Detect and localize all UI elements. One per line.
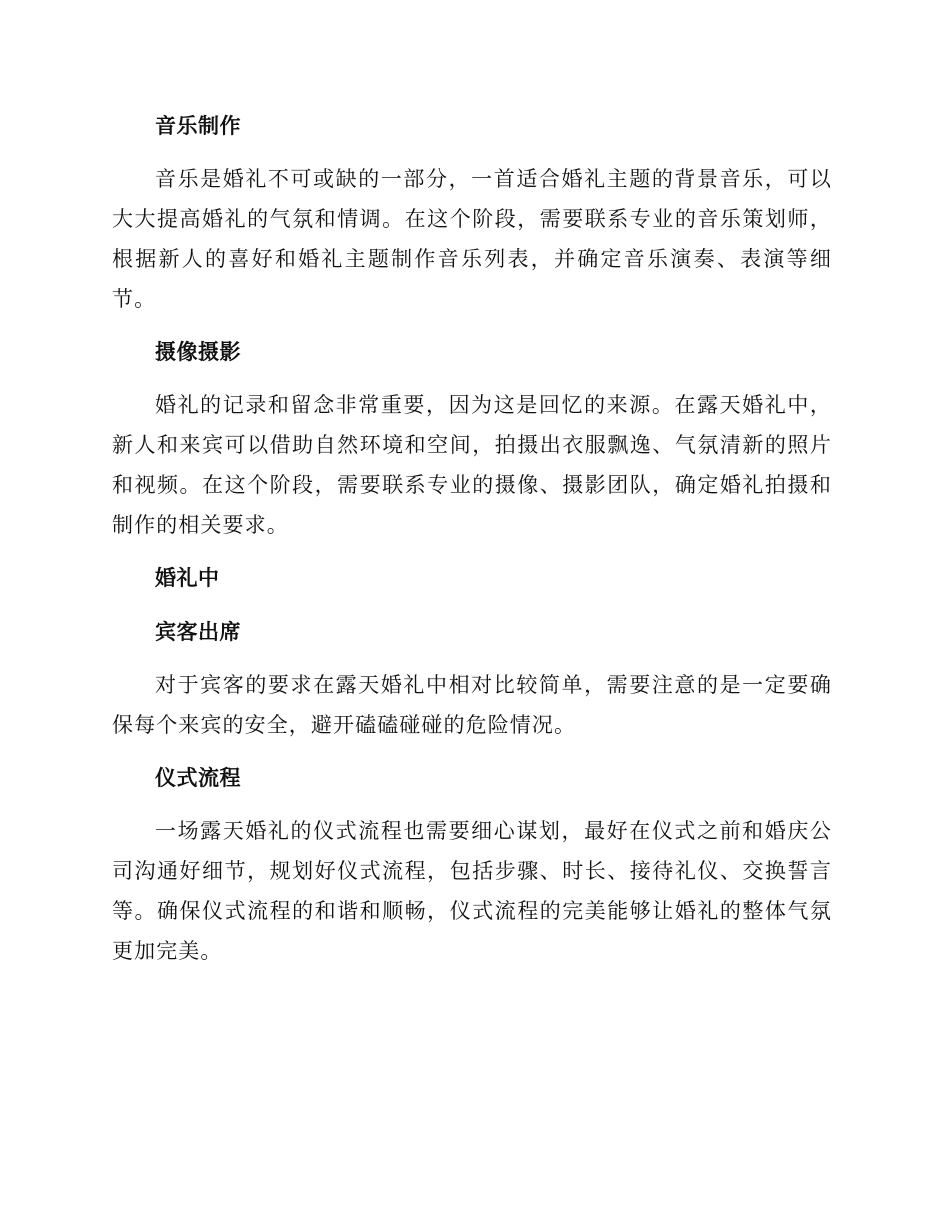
section-paragraph-guests: 对于宾客的要求在露天婚礼中相对比较简单，需要注意的是一定要确保每个来宾的安全，避开磕磕碰碰的危险情况。 <box>112 673 832 737</box>
section-heading-music: 音乐制作 <box>155 114 241 138</box>
section-heading-ceremony: 仪式流程 <box>155 766 241 790</box>
section-paragraph-ceremony: 一场露天婚礼的仪式流程也需要细心谋划，最好在仪式之前和婚庆公司沟通好细节，规划好仪式流程，包括步骤、时长、接待礼仪、交换誓言等。确保仪式流程的和谐和顺畅，仪式流程的完美能够让婚礼的整体气氛更加完美。 <box>112 819 832 963</box>
section-heading-guests: 宾客出席 <box>155 620 241 644</box>
section-heading-during-wedding: 婚礼中 <box>155 566 220 590</box>
section-heading-photography: 摄像摄影 <box>155 340 241 364</box>
section-paragraph-music: 音乐是婚礼不可或缺的一部分，一首适合婚礼主题的背景音乐，可以大大提高婚礼的气氛和情调。在这个阶段，需要联系专业的音乐策划师，根据新人的喜好和婚礼主题制作音乐列表，并确定音乐演奏、表演等细节。 <box>112 167 832 311</box>
document-page <box>112 105 832 983</box>
section-paragraph-photography: 婚礼的记录和留念非常重要，因为这是回忆的来源。在露天婚礼中，新人和来宾可以借助自然环境和空间，拍摄出衣服飘逸、气氛清新的照片和视频。在这个阶段，需要联系专业的摄像、摄影团队，确定婚礼拍摄和制作的相关要求。 <box>112 393 832 537</box>
